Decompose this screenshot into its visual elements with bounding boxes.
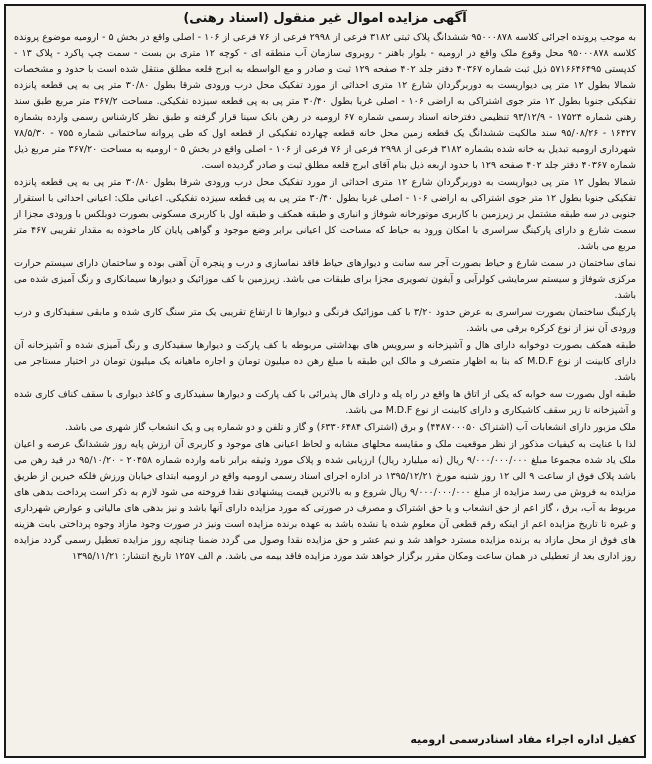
notice-paragraph-ground-floor: طبقه همکف بصورت دوخوابه دارای هال و آشپزخانه و سرویس های بهداشتی مربوطه با کف پارکت و دیوارها سفیدکاری و رنگ آمیزی شده و آشپزخانه آن دارای کابینت از نوع M.D.F که بنا به اظهار متصرف و مالک این طبقه با مبلغ رهن ده میلیون تومان و اجاره ماهیانه یک میلیون تومان در اختیار مستاجر می باشد. [14, 340, 636, 383]
notice-paragraph-utilities: ملک مزبور دارای انشعابات آب (اشتراک ۴۴۸۷۰۰۰۵۰) و برق (اشتراک ۶۳۳۰۶۴۸۴) و گاز و تلفن و دو شماره پی و یک انشعاب گاز شهری می باشد. [64, 422, 636, 433]
notice-title: آگهی مزایده اموال غیر منقول (اسناد رهنی) [183, 11, 467, 26]
notice-paragraph-first-floor: طبقه اول بصورت سه خوابه که یکی از اتاق ها واقع در راه پله و دارای هال پذیرائی با کف پارکت و دیوارها سفیدکاری و کاغذ دیواری با سقف کناف کاری شده و آشپزخانه تا زیر سقف کاشیکاری و دارای کابینت از نوع M.D.F می باشد. [14, 389, 636, 416]
notice-paragraph-property: به موجب پرونده اجرائی کلاسه ۹۵۰۰۰۸۷۸ ششدانگ پلاک ثبتی ۳۱۸۲ فرعی از ۲۹۹۸ فرعی از ۷۶ فرعی از ۱۰۶ - اصلی واقع در بخش ۵ - ارومیه موضوع پرونده کلاسه ۹۵۰۰۰۸۷۸ محل وقوع ملک واقع در ارومیه - بلوار باهنر - روبروی سازمان آب منطقه ای - کوچه ۱۲ متری بن بست - سمت چپ پاکرد - پلاک ۱۳ - کدپستی ۵۷۱۶۶۴۶۴۹۵ ذیل ثبت شماره ۴۰۳۶۷ دفتر جلد ۴۰۲ صفحه ۱۲۹ ثبت و صادر و مع الواسطه به ابرج قلعه مطلق منتقل شده است با حدود و مشخصات شمالا بطول ۱۲ متر پی دیواریست به دوربرگردان شارع ۱۲ متری احداثی از مورد تفکیک محل درب ورودی شرقا بطول ۳۰/۸۰ متر پی به پی قطعه پانزده تفکیکی جنوبا بطول ۱۲ متر جوی اشتراکی به اراضی ۱۰۶ - اصلی غربا بطول ۳۰/۴۰ متر پی به پی قطعه سیزده تفکیکی. مساحت ۳۶۷/۲ متر مربع طبق سند رهنی شماره ۱۷۵۲۴ - ۹۳/۱۲/۹ تنظیمی دفترخانه اسناد رسمی شماره ۶۷ ارومیه در رهن بانک سینا قرار گرفته و طبق نظر کارشناس رسمی وارده بشماره ۱۶۴۲۷ - ۹۵/۰۸/۲۶ سند مالکیت ششدانگ یک قطعه زمین محل خانه قطعه چهارده تفکیکی از قطعه اول که طی پروانه ساختمانی شماره ۷۵۵ - ۷۸/۵/۳۰ شهرداری ارومیه تبدیل به خانه شده بشماره ۳۱۸۲ فرعی از ۲۹۹۸ فرعی از ۷۶ فرعی از ۱۰۶ - اصلی واقع در بخش ۵ - ارومیه به مساحت ۳۶۷/۲۰ متر مربع ذیل شماره ۴۰۳۶۷ دفتر جلد ۴۰۲ صفحه ۱۲۹ با حدود اربعه ذیل بنام آقای ابرج قلعه مطلق ثبت و صادر گردیده است. [14, 32, 637, 171]
auction-notice [4, 4, 646, 758]
notice-paragraph-facade: نمای ساختمان در سمت شارع و حیاط بصورت آجر سه سانت و دیوارهای حیاط فاقد نماسازی و درب و پنجره آن آهنی بوده و ساختمان دارای سیستم حرارت مرکزی شوفاژ و سیستم سرمایشی کولرآبی و آیفون تصویری مجزا برای طبقات می باشد. زیرزمین با کف موزائیک و دیوارها سیمانکاری و رنگ آمیزی شده می باشد. [14, 258, 636, 301]
notice-paragraph-terms: لذا با عنایت به کیفیات مذکور از نظر موقعیت ملک و مقایسه محلهای مشابه و لحاظ اعیانی های موجود و کاربری آن ارزش پایه روز ششدانگ عرصه و اعیان ملک یاد شده مجموعا مبلغ ۹/۰۰۰/۰۰۰/۰۰۰ ریال (نه میلیارد ریال) ارزیابی شده و پلاک مورد وثیقه برابر نامه وارده شماره ۲۰۴۵۸ - ۹۵/۱۰/۲۰ در قید رهن می باشد پلاک فوق از ساعت ۹ الی ۱۲ روز شنبه مورخ ۱۳۹۵/۱۲/۲۱ در اداره اجرای اسناد رسمی ارومیه واقع در ارومیه ابتدای خیابان ورزش فلکه خیرین از طریق مزایده به فروش می رسد مزایده از مبلغ ۹/۰۰۰/۰۰۰/۰۰۰ ریال شروع و به بالاترین قیمت پیشنهادی نقدا فروخته می شود لازم به ذکر است پرداخت بدهی های مربوط به آب، برق ، گاز اعم از حق انشعاب و یا حق اشتراک و مصرف در صورتی که مورد مزایده دارای آنها باشد و نیز بدهی های مالیاتی و عوارض شهرداری و غیره تا تاریخ مزایده اعم از اینکه رقم قطعی آن معلوم شده یا نشده باشد به عهده برنده مزایده است ونیز در صورت وجود مازاد وجوه پرداختی بابت هزینه های فوق از محل مازاد به برنده مزایده مسترد خواهد شد و نیم عشر و حق مزایده نقدا وصول می گردد ضمنا چنانچه روز مزایده تعطیل رسمی گردد مزایده روز اداری بعد از تعطیلی در همان ساعت ومکان مقرر برگزار خواهد شد مورد مزایده فاقد بیمه می باشد. م الف ۱۲۵۷ تاریخ انتشار: ۱۳۹۵/۱۱/۲۱ [14, 439, 636, 562]
notice-signature: کفیل اداره اجراء مفاد اسنادرسمی ارومیه [410, 733, 636, 746]
notice-paragraph-boundaries: شمالا بطول ۱۲ متر پی دیواریست به دوربرگردان شارع ۱۲ متری احداثی از مورد تفکیک محل درب ورودی شرقا بطول ۳۰/۸۰ متر پی به پی قطعه پانزده تفکیکی جنوبا بطول ۱۲ متر جوی اشتراکی به اراضی ۱۰۶ - اصلی غربا بطول ۳۰/۴۰ متر پی به پی قطعه سیزده تفکیکی. اعیانی ملک: اعیانی احداثی با استقرار جنوبی در سه طبقه مشتمل بر زیرزمین با کاربری موتورخانه شوفاژ و انباری و طبقه همکف و طبقه اول با کاربری مسکونی بصورت دوبلکس با ورودی مجزا از سمت شارع و دارای پارکینگ سراسری با امکان ورود به حیاط که مساحت کل اعیانی برابر وضع موجود و گواهی پایان کار ماخوذه به مقدار تقریبی ۴۶۷ متر مربع می باشد. [14, 177, 636, 252]
notice-paragraph-parking: پارکینگ ساختمان بصورت سراسری به عرض حدود ۳/۲۰ با کف موزائیک فرنگی و دیوارها تا ارتفاع تقریبی یک متر سنگ کاری شده و مابقی سفیدکاری و درب ورودی آن نیز از نوع کرکره برقی می باشد. [14, 307, 637, 334]
